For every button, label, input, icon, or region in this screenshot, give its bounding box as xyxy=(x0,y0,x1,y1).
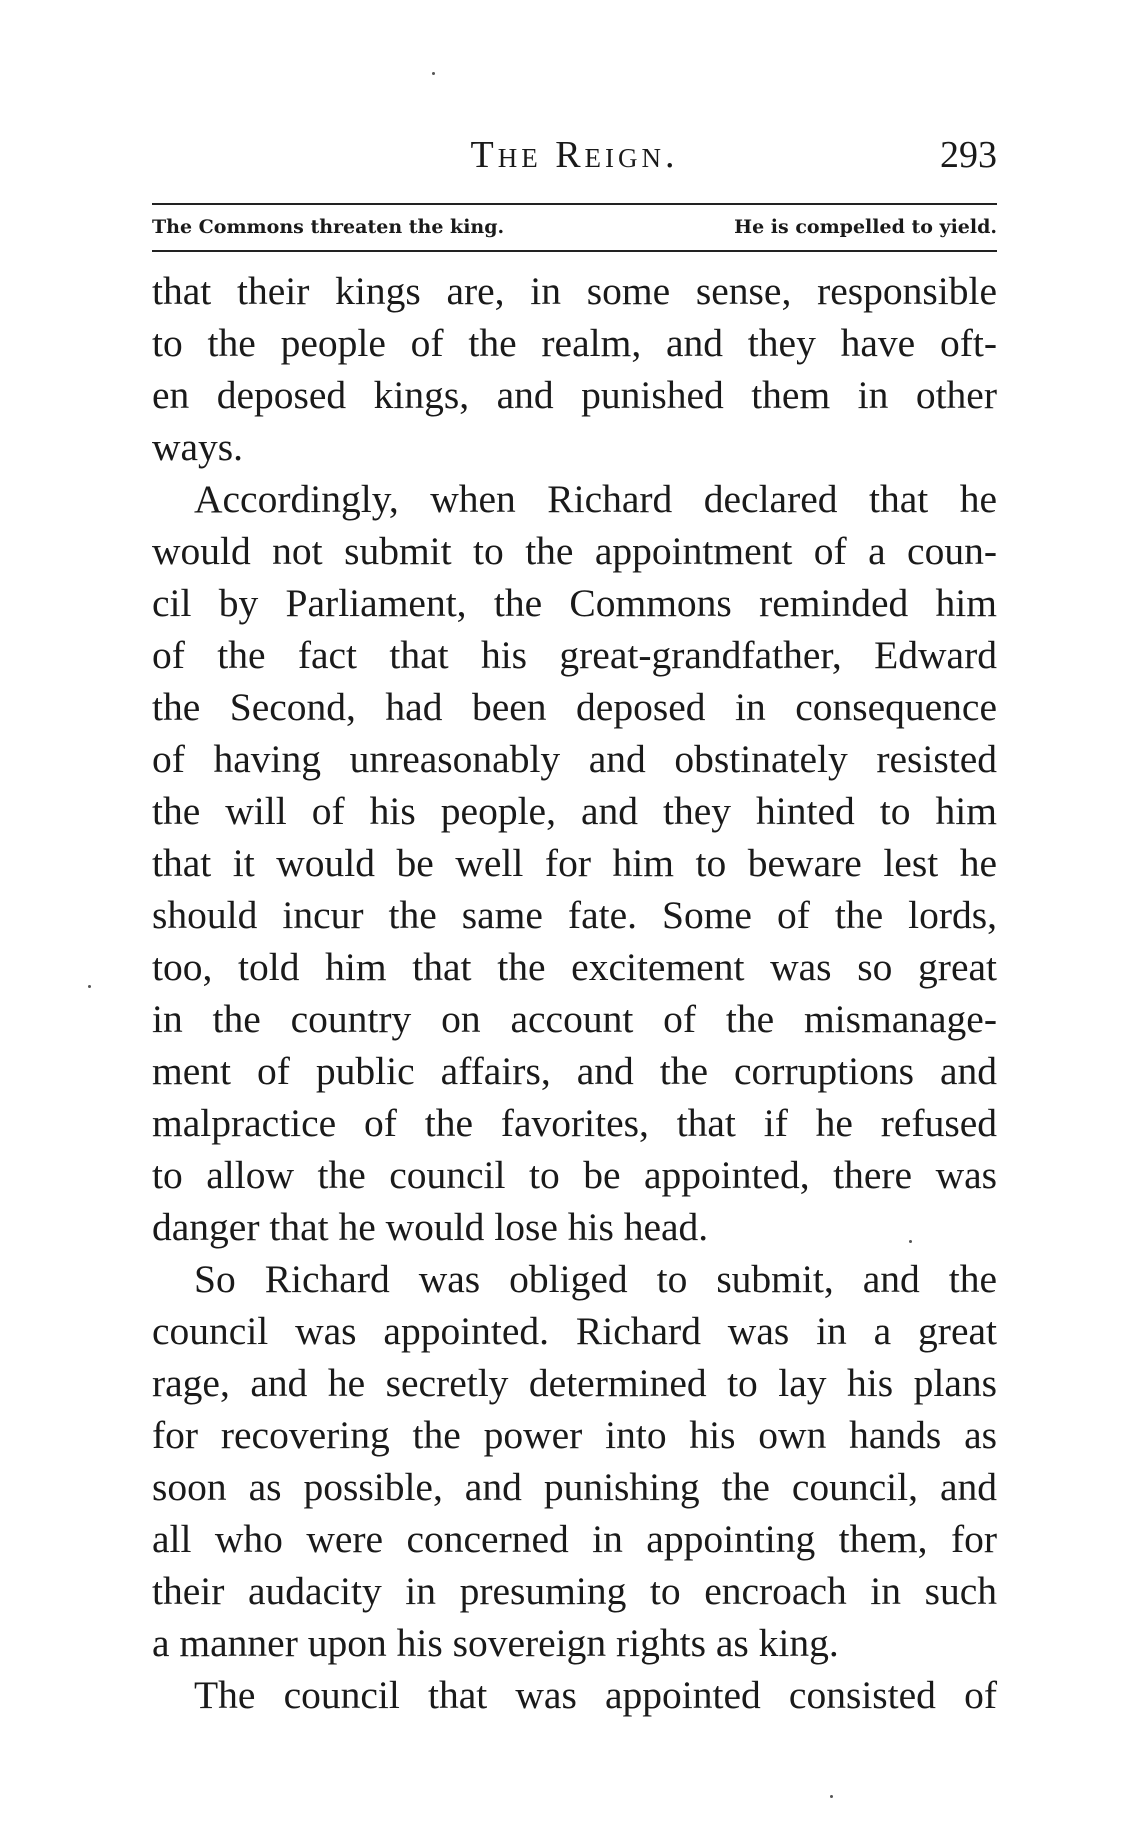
text-line: The council that was appointed consisted of xyxy=(194,1673,997,1717)
text-line: would not submit to the appointment of a coun- xyxy=(152,529,997,573)
text-line: ment of public affairs, and the corruptions and xyxy=(152,1049,997,1093)
page-header xyxy=(152,130,997,180)
page-number: 293 xyxy=(940,134,997,176)
text-line: soon as possible, and punishing the council, and xyxy=(152,1465,997,1509)
text-line: their audacity in presuming to encroach in such xyxy=(152,1569,997,1613)
text-line: too, told him that the excitement was so great xyxy=(152,945,997,989)
side-note-right: He is compelled to yield. xyxy=(734,216,997,238)
text-line: that their kings are, in some sense, responsible xyxy=(152,269,997,313)
header-rule-bottom xyxy=(152,250,997,252)
text-line: So Richard was obliged to submit, and the xyxy=(194,1257,997,1301)
side-note-left: The Commons threaten the king. xyxy=(152,216,505,238)
text-line: the will of his people, and they hinted to him xyxy=(152,789,997,833)
text-line: malpractice of the favorites, that if he refused xyxy=(152,1101,997,1145)
text-line: Accordingly, when Richard declared that he xyxy=(194,477,997,521)
text-line: the Second, had been deposed in consequence xyxy=(152,685,997,729)
body-text xyxy=(152,265,997,1721)
text-line: for recovering the power into his own hands as xyxy=(152,1413,997,1457)
text-line: should incur the same fate. Some of the lords, xyxy=(152,893,997,937)
text-line: to allow the council to be appointed, there was xyxy=(152,1153,997,1197)
text-line: danger that he would lose his head. xyxy=(152,1205,709,1249)
text-line: council was appointed. Richard was in a great xyxy=(152,1309,997,1353)
text-line: cil by Parliament, the Commons reminded him xyxy=(152,581,997,625)
text-line: that it would be well for him to beware lest he xyxy=(152,841,997,885)
paper-speck xyxy=(88,985,91,988)
text-line: en deposed kings, and punished them in other xyxy=(152,373,997,417)
text-line: ways. xyxy=(152,425,244,469)
side-notes xyxy=(152,212,997,242)
text-line: of having unreasonably and obstinately resisted xyxy=(152,737,997,781)
text-line: of the fact that his great-grandfather, Edward xyxy=(152,633,997,677)
text-line: to the people of the realm, and they have oft- xyxy=(152,321,997,365)
paper-speck xyxy=(909,1240,912,1243)
paper-speck xyxy=(830,1795,833,1798)
text-line: in the country on account of the mismanage- xyxy=(152,997,997,1041)
paper-speck xyxy=(432,72,435,75)
text-line: a manner upon his sovereign rights as king. xyxy=(152,1621,839,1665)
running-title: The Reign. xyxy=(470,134,679,176)
text-line: rage, and he secretly determined to lay his plans xyxy=(152,1361,997,1405)
header-rule-top xyxy=(152,203,997,205)
text-line: all who were concerned in appointing them, for xyxy=(152,1517,997,1561)
